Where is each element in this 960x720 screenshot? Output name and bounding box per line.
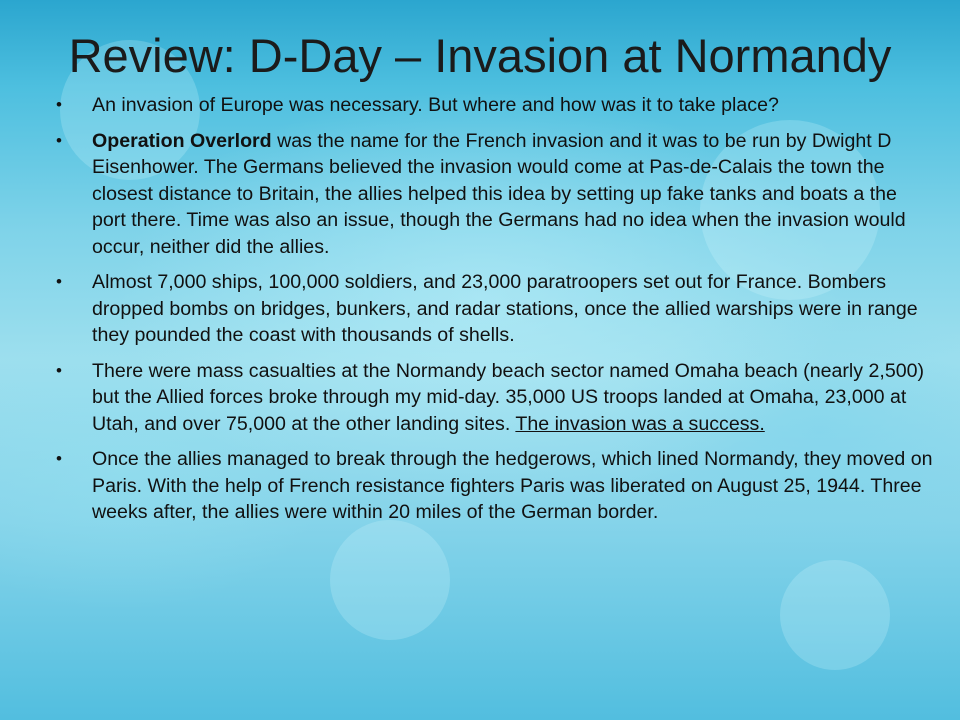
invasion-success-text: The invasion was a success.	[515, 412, 765, 435]
operation-overlord-term: Operation Overlord	[92, 129, 272, 152]
bullet-item	[56, 446, 936, 526]
background-light-spot	[330, 520, 450, 640]
background-light-spot	[780, 560, 890, 670]
bullet-dot: •	[56, 95, 62, 114]
bullet-item	[56, 269, 936, 349]
bullet-text: There were mass casualties at the Normandy beach sector named Omaha beach (nearly 2,500) but the Allied forces broke through my mid-day. 35,000 US troops landed at Omaha, 23,000 at Utah, and over 75,000 at the other landing sites.	[92, 359, 925, 435]
bullet-dot: •	[56, 272, 62, 291]
bullet-text: Almost 7,000 ships, 100,000 soldiers, and 23,000 paratroopers set out for France. Bombers dropped bombs on bridges, bunkers, and radar stations, once the allied warships were in range they pounded the coast with thousands of shells.	[92, 271, 918, 346]
slide-title: Review: D-Day – Invasion at Normandy	[68, 29, 892, 82]
bullet-dot: •	[56, 449, 62, 468]
bullet-item	[56, 358, 936, 438]
bullet-dot: •	[56, 360, 62, 380]
bullet-item	[56, 128, 936, 261]
bullet-text: Once the allies managed to break through the hedgerows, which lined Normandy, they moved on Paris. With the help of French resistance fighters Paris was liberated on August 25, 1944. Three weeks after, the allies were within 20 miles of the German border.	[92, 448, 933, 523]
bullet-text: was the name for the French invasion and it was to be run by Dwight D Eisenhower. The Germans believed the invasion would come at Pas-de-Calais the town the closest distance to Britain, the allies helped this idea by setting up fake tanks and boats a the port there. Time was also an issue, though the Germans had no idea when the invasion would occur, neither did the allies.	[92, 129, 906, 258]
bullet-dot: •	[56, 130, 62, 150]
bullet-text: An invasion of Europe was necessary. But where and how was it to take place?	[92, 94, 779, 116]
bullet-item	[56, 92, 936, 119]
bullet-list	[56, 92, 936, 535]
